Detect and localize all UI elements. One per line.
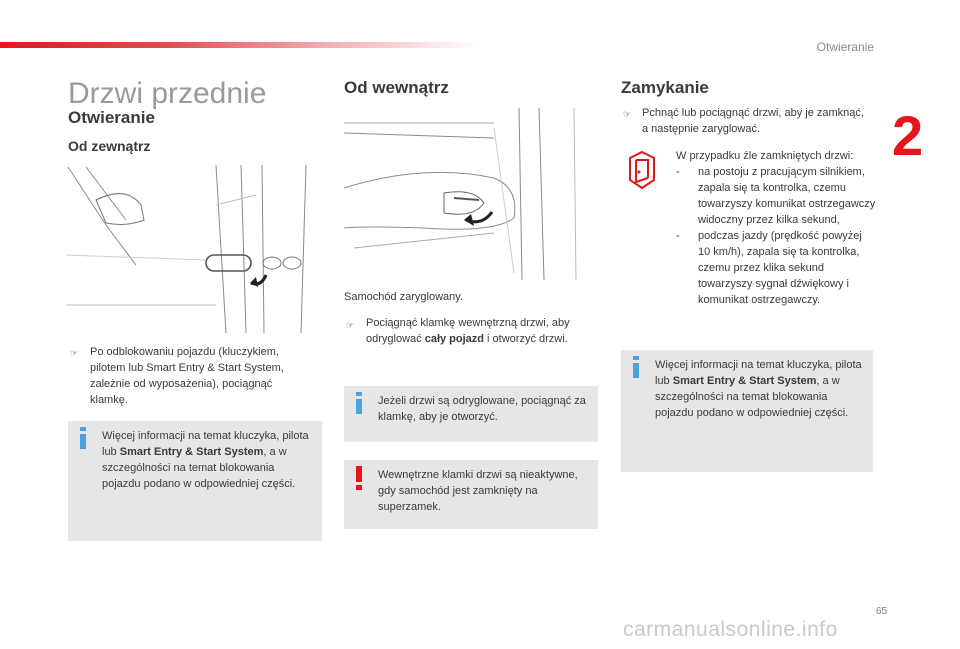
page-number: 65 [876,606,888,617]
info-icon [352,392,366,414]
col2-warning-box [344,460,598,529]
col3-info-box [621,350,873,472]
info-icon [76,427,90,449]
info-icon [629,356,643,378]
chapter-number: 2 [892,104,924,167]
list-item: - na postoju z pracującym silnikiem, zapala się ta kontrolka, czemu towarzyszy komunikat ostrzegawczy widoczny przez kilka sekund, [676,166,876,226]
open-door-icon [626,150,658,190]
col2-caption: Samochód zaryglowany. [344,291,464,303]
page-title: Drzwi przednie [68,77,267,110]
header-section-title: Otwieranie [816,40,874,54]
col2-info-box [344,386,598,442]
bullet-icon: ☞ [346,320,355,330]
col2-bullet-text: Pociągnąć klamkę wewnętrzną drzwi, aby odryglować cały pojazd i otworzyć drzwi. [366,317,570,345]
col3-warning-block [676,148,876,308]
col2-info-text: Jeżeli drzwi są odryglowane, pociągnąć za klamkę, aby je otworzyć. [378,395,586,423]
col3-warning-intro: W przypadku źle zamkniętych drzwi: [676,150,854,162]
col1-info-box [68,421,322,541]
col1-info-text: Więcej informacji na temat kluczyka, pilota lub Smart Entry & Start System, a w szczególności na temat blokowania pojazdu podano w odpowiedniej części. [102,430,309,490]
section-title-od-wewnatrz: Od wewnątrz [344,78,449,97]
col3-info-text: Więcej informacji na temat kluczyka, pilota lub Smart Entry & Start System, a w szczególności na temat blokowania pojazdu podano w odpowiedniej części. [655,359,862,419]
interior-door-handle-illustration [344,108,599,280]
section-title-zamykanie: Zamykanie [621,78,709,97]
col3-bullet-text: Pchnąć lub pociągnąć drzwi, aby je zamknąć, a następnie zaryglować. [642,107,864,135]
list-item: - podczas jazdy (prędkość powyżej 10 km/h), zapala się ta kontrolka, czemu przez klika sekund towarzyszy sygnał dźwiękowy i komunikat ostrzegawczy. [676,230,862,306]
section-title-otwieranie: Otwieranie [68,108,155,127]
col2-warning-text: Wewnętrzne klamki drzwi są nieaktywne, gdy samochód jest zamknięty na superzamek. [378,469,578,513]
bullet-icon: ☞ [623,109,632,119]
subtitle-od-zewnatrz: Od zewnątrz [68,138,151,154]
col1-bullet-text: Po odblokowaniu pojazdu (kluczykiem, pilotem lub Smart Entry & Start System, zależnie od wyposażenia), pociągnąć klamkę. [90,346,284,406]
bullet-icon: ☞ [70,348,79,358]
header-color-bar [0,42,480,48]
exterior-door-handle-illustration [66,165,322,335]
watermark: carmanualsonline.info [623,618,838,641]
warning-icon [352,466,366,490]
